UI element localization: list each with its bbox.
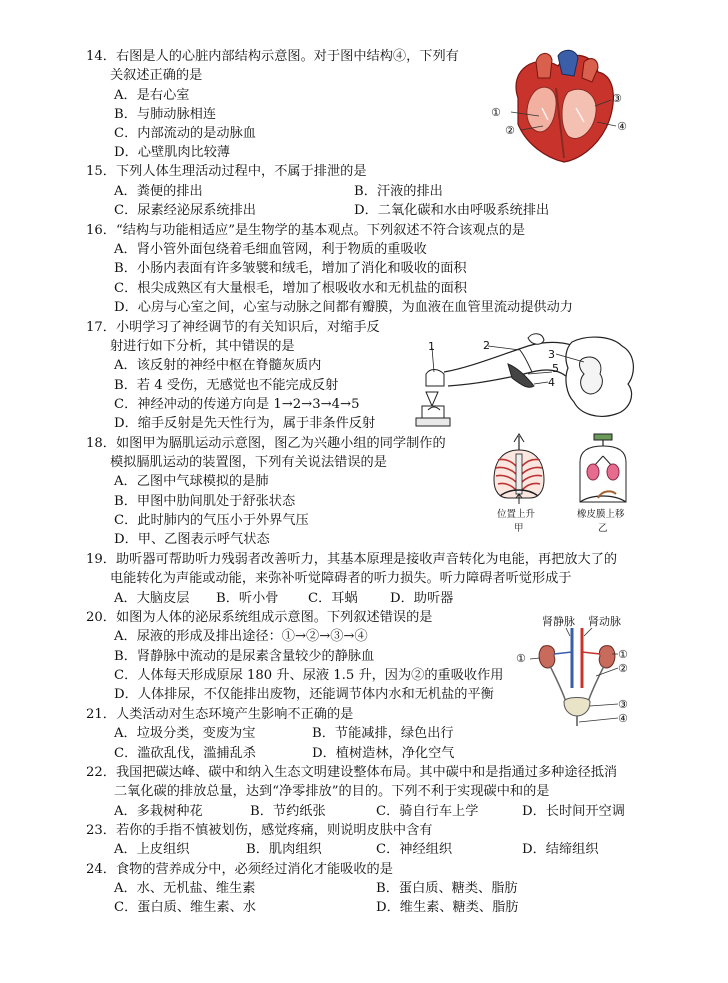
- reflex-label-3: 3: [548, 348, 555, 361]
- q22-option-b: B．节约纸张: [250, 804, 326, 819]
- q22-option-d: D．长时间开空调: [522, 804, 625, 819]
- q23-option-d: D．结缔组织: [522, 842, 599, 857]
- q15-stem: 15．下列人体生理活动过程中，不属于排泄的是: [86, 164, 367, 179]
- q16-option-d: D．心房与心室之间，心室与动脉之间都有瓣膜，为血液在血管里流动提供动力: [114, 300, 573, 315]
- q17-option-a: A．该反射的神经中枢在脊髓灰质内: [114, 358, 322, 373]
- fig-yi-caption: 橡皮膜上移: [577, 509, 625, 520]
- q21-stem: 21．人类活动对生态环境产生影响不正确的是: [86, 707, 354, 722]
- q19-stem-cont: 电能转化为声能或动能，来弥补听觉障碍者的听力损失。听力障碍者听觉形成于: [110, 571, 572, 586]
- q24-stem: 24．食物的营养成分中，必须经过消化才能吸收的是: [86, 862, 393, 877]
- urinary-label-2: ②: [618, 662, 628, 675]
- q16-option-c: C．根尖成熟区有大量根毛，增加了根吸收水和无机盐的面积: [114, 281, 467, 296]
- q19-stem: 19．助听器可帮助听力残弱者改善听力，其基本原理是接收声音转化为电能，再把放大了的: [86, 552, 618, 567]
- q22-stem-cont: 二氧化碳的排放总量，达到“净零排放”的目的。下列不利于实现碳中和的是: [114, 784, 550, 799]
- q21-option-a: A．垃圾分类，变废为宝: [114, 726, 256, 741]
- q14-option-a: A．是右心室: [114, 88, 190, 103]
- q20-option-d: D．人体排尿，不仅能排出废物，还能调节体内水和无机盐的平衡: [114, 687, 494, 702]
- fig-jia-name: 甲: [514, 523, 524, 534]
- q15-option-c: C．尿素经泌尿系统排出: [114, 203, 256, 218]
- q18-option-b: B．甲图中肋间肌处于舒张状态: [114, 494, 296, 509]
- reflex-label-2: 2: [483, 339, 490, 352]
- q20-option-a: A．尿液的形成及排出途径：①→②→③→④: [114, 629, 368, 644]
- reflex-label-5: 5: [552, 362, 559, 375]
- q20-option-b: B．肾静脉中流动的是尿素含量较少的静脉血: [114, 649, 375, 664]
- urinary-label-3: ③: [618, 698, 628, 711]
- q15-option-d: D．二氧化碳和水由呼吸系统排出: [354, 203, 550, 218]
- q14-option-b: B．与肺动脉相连: [114, 107, 217, 122]
- q18-option-c: C．此时肺内的气压小于外界气压: [114, 513, 309, 528]
- q21-option-c: C．滥砍乱伐，滥捕乱杀: [114, 746, 256, 761]
- q14-option-c: C．内部流动的是动脉血: [114, 126, 256, 141]
- q18-stem: 18．如图甲为膈肌运动示意图，图乙为兴趣小组的同学制作的: [86, 436, 446, 451]
- q16-stem: 16．“结构与功能相适应”是生物学的基本观点。下列叙述不符合该观点的是: [86, 223, 526, 238]
- q18-option-a: A．乙图中气球模拟的是肺: [114, 474, 269, 489]
- diaphragm-ribcage-figure: [486, 432, 552, 510]
- q24-option-c: C．蛋白质、维生素、水: [114, 900, 256, 915]
- q17-option-d: D．缩手反射是先天性行为，属于非条件反射: [114, 416, 376, 431]
- q16-option-a: A．肾小管外面包绕着毛细血管网，利于物质的重吸收: [114, 242, 427, 257]
- urinary-system-diagram: [526, 628, 632, 728]
- heart-label-4: ④: [617, 120, 627, 133]
- renal-artery-label: 肾动脉: [588, 615, 621, 628]
- q22-stem: 22．我国把碳达峰、碳中和纳入生态文明建设整体布局。其中碳中和是指通过多种途径抵消: [86, 765, 618, 780]
- q17-stem-cont: 射进行如下分析，其中错误的是: [110, 339, 295, 354]
- q24-option-b: B．蛋白质、糖类、脂肪: [376, 881, 518, 896]
- q17-option-b: B．若 4 受伤，无感觉也不能完成反射: [114, 378, 339, 393]
- q19-option-c: C．耳蜗: [308, 591, 358, 606]
- q23-option-a: A．上皮组织: [114, 842, 190, 857]
- q15-option-b: B．汗液的排出: [354, 184, 443, 199]
- q17-stem: 17．小明学习了神经调节的有关知识后，对缩手反: [86, 320, 380, 335]
- q24-option-d: D．维生素、糖类、脂肪: [376, 900, 519, 915]
- urinary-label-1-right: ①: [618, 648, 628, 661]
- q21-option-d: D．植树造林，净化空气: [312, 746, 455, 761]
- q17-option-c: C．神经冲动的传递方向是 1→2→3→4→5: [114, 397, 360, 412]
- q19-option-a: A．大脑皮层: [114, 591, 190, 606]
- q23-option-b: B．肌肉组织: [246, 842, 322, 857]
- q14-stem: 14．右图是人的心脏内部结构示意图。对于图中结构④，下列有: [86, 49, 459, 64]
- q22-option-c: C．骑自行车上学: [376, 804, 479, 819]
- fig-yi-name: 乙: [598, 523, 608, 534]
- q21-option-b: B．节能减排，绿色出行: [312, 726, 454, 741]
- fig-jia-caption: 位置上升: [497, 509, 536, 520]
- reflex-arc-diagram: [408, 328, 638, 432]
- q23-option-c: C．神经组织: [376, 842, 453, 857]
- q16-option-b: B．小肠内表面有许多皱襞和绒毛，增加了消化和吸收的面积: [114, 261, 467, 276]
- q24-option-a: A．水、无机盐、维生素: [114, 881, 256, 896]
- heart-label-2: ②: [505, 124, 515, 137]
- renal-vein-label: 肾静脉: [542, 615, 575, 628]
- urinary-label-4: ④: [618, 712, 628, 725]
- q14-option-d: D．心壁肌肉比较薄: [114, 145, 231, 160]
- q19-option-d: D．助听器: [390, 591, 454, 606]
- q20-stem: 20．如图为人体的泌尿系统组成示意图。下列叙述错误的是: [86, 610, 433, 625]
- bell-jar-model-figure: [572, 432, 636, 512]
- urinary-label-1-left: ①: [516, 652, 526, 665]
- heart-label-1: ①: [491, 106, 501, 119]
- q14-stem-cont: 关叙述正确的是: [110, 68, 203, 83]
- reflex-label-1: 1: [428, 340, 435, 353]
- q15-option-a: A．粪便的排出: [114, 184, 203, 199]
- q18-stem-cont: 模拟膈肌运动的装置图，下列有关说法错误的是: [110, 455, 387, 470]
- q19-option-b: B．听小骨: [216, 591, 279, 606]
- heart-leader-lines: [499, 98, 624, 134]
- q20-option-c: C．人体每天形成原尿 180 升、尿液 1.5 升，因为②的重吸收作用: [114, 668, 504, 683]
- q23-stem: 23．若你的手指不慎被划伤，感觉疼痛，则说明皮肤中含有: [86, 823, 433, 838]
- reflex-label-4: 4: [548, 376, 555, 389]
- q18-option-d: D．甲、乙图表示呼气状态: [114, 532, 270, 547]
- heart-label-3: ③: [612, 92, 622, 105]
- q22-option-a: A．多栽树种花: [114, 804, 203, 819]
